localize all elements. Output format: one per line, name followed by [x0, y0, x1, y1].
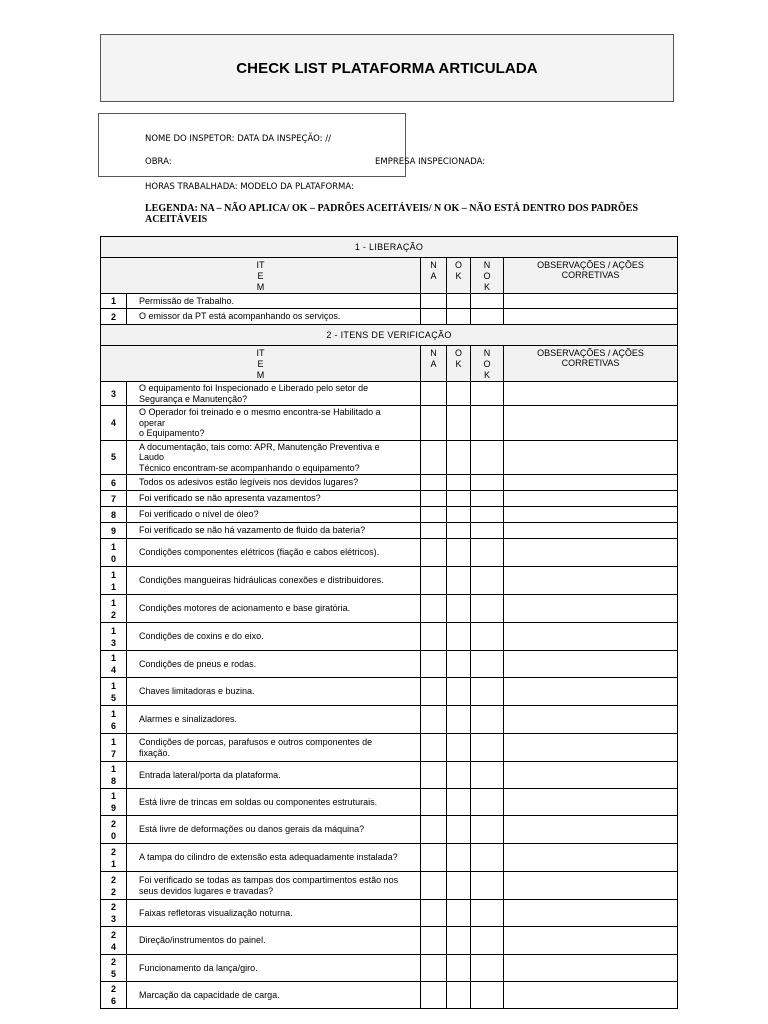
nok-column-header: N O K — [471, 346, 504, 382]
nok-checkbox-cell[interactable] — [471, 927, 504, 955]
nok-checkbox-cell[interactable] — [471, 623, 504, 651]
ok-checkbox-cell[interactable] — [447, 623, 471, 651]
nok-checkbox-cell[interactable] — [471, 523, 504, 539]
observations-cell[interactable] — [504, 734, 678, 762]
ok-checkbox-cell[interactable] — [447, 955, 471, 982]
ok-checkbox-cell[interactable] — [447, 706, 471, 734]
observations-cell[interactable] — [504, 294, 678, 309]
nok-checkbox-cell[interactable] — [471, 507, 504, 523]
ok-checkbox-cell[interactable] — [447, 539, 471, 567]
ok-checkbox-cell[interactable] — [447, 734, 471, 762]
observations-cell[interactable] — [504, 678, 678, 706]
observations-cell[interactable] — [504, 567, 678, 595]
column-header-row — [101, 346, 678, 382]
checklist-row — [101, 678, 678, 706]
observations-cell[interactable] — [504, 406, 678, 441]
ok-checkbox-cell[interactable] — [447, 523, 471, 539]
na-column-header: N A — [421, 258, 447, 294]
item-number: 9 — [101, 523, 127, 539]
ok-checkbox-cell[interactable] — [447, 678, 471, 706]
item-number: 2 — [101, 309, 127, 325]
item-number: 2 0 — [101, 816, 127, 844]
checklist-row — [101, 491, 678, 507]
nok-checkbox-cell[interactable] — [471, 475, 504, 491]
na-checkbox-cell[interactable] — [421, 475, 447, 491]
na-checkbox-cell[interactable] — [421, 927, 447, 955]
nok-checkbox-cell[interactable] — [471, 678, 504, 706]
na-checkbox-cell[interactable] — [421, 900, 447, 927]
na-checkbox-cell[interactable] — [421, 309, 447, 325]
nok-checkbox-cell[interactable] — [471, 706, 504, 734]
checklist-row — [101, 789, 678, 816]
item-number: 1 — [101, 294, 127, 309]
na-checkbox-cell[interactable] — [421, 816, 447, 844]
item-column-header: IT E M — [101, 258, 421, 294]
item-number: 3 — [101, 382, 127, 406]
item-number: 2 1 — [101, 844, 127, 872]
na-column-header: N A — [421, 346, 447, 382]
ok-checkbox-cell[interactable] — [447, 491, 471, 507]
obra-label: OBRA: — [145, 157, 172, 167]
na-checkbox-cell[interactable] — [421, 872, 447, 900]
observations-cell[interactable] — [504, 706, 678, 734]
checklist-row — [101, 309, 678, 325]
ok-checkbox-cell[interactable] — [447, 789, 471, 816]
item-number: 5 — [101, 440, 127, 475]
item-description: Foi verificado o nível de óleo? — [127, 507, 421, 523]
item-description: Marcação da capacidade de carga. — [127, 982, 421, 1009]
ok-checkbox-cell[interactable] — [447, 844, 471, 872]
nok-checkbox-cell[interactable] — [471, 539, 504, 567]
observations-column-header: OBSERVAÇÕES / AÇÕES CORRETIVAS — [504, 258, 678, 294]
item-number: 4 — [101, 406, 127, 441]
checklist-row — [101, 382, 678, 406]
observations-cell[interactable] — [504, 475, 678, 491]
checklist-row — [101, 900, 678, 927]
item-number: 2 6 — [101, 982, 127, 1009]
ok-checkbox-cell[interactable] — [447, 982, 471, 1009]
na-checkbox-cell[interactable] — [421, 789, 447, 816]
checklist-row — [101, 872, 678, 900]
section-header-row — [101, 325, 678, 346]
section-header-row — [101, 237, 678, 258]
na-checkbox-cell[interactable] — [421, 623, 447, 651]
nok-checkbox-cell[interactable] — [471, 872, 504, 900]
checklist-row — [101, 623, 678, 651]
observations-cell[interactable] — [504, 440, 678, 475]
observations-cell[interactable] — [504, 927, 678, 955]
observations-cell[interactable] — [504, 900, 678, 927]
observations-cell[interactable] — [504, 309, 678, 325]
item-description: Condições de pneus e rodas. — [127, 651, 421, 678]
item-description: Todos os adesivos estão legíveis nos devidos lugares? — [127, 475, 421, 491]
section-title: 1 - LIBERAÇÃO — [101, 237, 678, 258]
na-checkbox-cell[interactable] — [421, 678, 447, 706]
item-description: Condições componentes elétricos (fiação e cabos elétricos). — [127, 539, 421, 567]
ok-column-header: O K — [447, 258, 471, 294]
ok-checkbox-cell[interactable] — [447, 567, 471, 595]
nok-checkbox-cell[interactable] — [471, 567, 504, 595]
na-checkbox-cell[interactable] — [421, 507, 447, 523]
hours-model-line: HORAS TRABALHADA: MODELO DA PLATAFORMA: — [145, 182, 354, 192]
item-description: Permissão de Trabalho. — [127, 294, 421, 309]
section-title: 2 - ITENS DE VERIFICAÇÃO — [101, 325, 678, 346]
observations-cell[interactable] — [504, 491, 678, 507]
ok-column-header: O K — [447, 346, 471, 382]
page-title: CHECK LIST PLATAFORMA ARTICULADA — [100, 34, 674, 102]
checklist-row — [101, 294, 678, 309]
item-description: Foi verificado se todas as tampas dos compartimentos estão nos seus devidos lugares e travadas? — [127, 872, 421, 900]
na-checkbox-cell[interactable] — [421, 706, 447, 734]
observations-cell[interactable] — [504, 651, 678, 678]
na-checkbox-cell[interactable] — [421, 595, 447, 623]
item-description: Foi verificado se não há vazamento de fluido da bateria? — [127, 523, 421, 539]
na-checkbox-cell[interactable] — [421, 406, 447, 441]
nok-checkbox-cell[interactable] — [471, 595, 504, 623]
observations-cell[interactable] — [504, 789, 678, 816]
item-description: Condições de coxins e do eixo. — [127, 623, 421, 651]
na-checkbox-cell[interactable] — [421, 982, 447, 1009]
item-description: A tampa do cilindro de extensão esta adequadamente instalada? — [127, 844, 421, 872]
na-checkbox-cell[interactable] — [421, 294, 447, 309]
na-checkbox-cell[interactable] — [421, 844, 447, 872]
observations-cell[interactable] — [504, 955, 678, 982]
ok-checkbox-cell[interactable] — [447, 309, 471, 325]
observations-column-header: OBSERVAÇÕES / AÇÕES CORRETIVAS — [504, 346, 678, 382]
checklist-row — [101, 595, 678, 623]
column-header-row — [101, 258, 678, 294]
na-checkbox-cell[interactable] — [421, 762, 447, 789]
item-number: 1 6 — [101, 706, 127, 734]
item-description: Entrada lateral/porta da plataforma. — [127, 762, 421, 789]
na-checkbox-cell[interactable] — [421, 523, 447, 539]
item-number: 2 5 — [101, 955, 127, 982]
nok-checkbox-cell[interactable] — [471, 982, 504, 1009]
nok-checkbox-cell[interactable] — [471, 440, 504, 475]
item-number: 2 2 — [101, 872, 127, 900]
item-description: Condições mangueiras hidráulicas conexões e distribuidores. — [127, 567, 421, 595]
checklist-row — [101, 651, 678, 678]
empresa-inspecionada-label: EMPRESA INSPECIONADA: — [375, 157, 486, 167]
ok-checkbox-cell[interactable] — [447, 872, 471, 900]
item-description: Faixas refletoras visualização noturna. — [127, 900, 421, 927]
item-number: 1 1 — [101, 567, 127, 595]
item-description: Está livre de trincas em soldas ou componentes estruturais. — [127, 789, 421, 816]
na-checkbox-cell[interactable] — [421, 539, 447, 567]
observations-cell[interactable] — [504, 382, 678, 406]
checklist-row — [101, 507, 678, 523]
na-checkbox-cell[interactable] — [421, 491, 447, 507]
item-description: A documentação, tais como: APR, Manutenção Preventiva e Laudo Técnico encontram-se acompanhando o equipamento? — [127, 440, 421, 475]
ok-checkbox-cell[interactable] — [447, 651, 471, 678]
nok-checkbox-cell[interactable] — [471, 294, 504, 309]
checklist-row — [101, 567, 678, 595]
ok-checkbox-cell[interactable] — [447, 927, 471, 955]
observations-cell[interactable] — [504, 844, 678, 872]
item-description: Condições motores de acionamento e base giratória. — [127, 595, 421, 623]
item-description: O equipamento foi Inspecionado e Liberado pelo setor de Segurança e Manutenção? — [127, 382, 421, 406]
legend: LEGENDA: NA – NÃO APLICA/ OK – PADRÕES ACEITÁVEIS/ N OK – NÃO ESTÁ DENTRO DOS PADRÕES ACEITÁVEIS — [145, 203, 639, 225]
ok-checkbox-cell[interactable] — [447, 816, 471, 844]
item-number: 1 5 — [101, 678, 127, 706]
item-description: Foi verificado se não apresenta vazamentos? — [127, 491, 421, 507]
item-number: 6 — [101, 475, 127, 491]
checklist-row — [101, 844, 678, 872]
nok-checkbox-cell[interactable] — [471, 816, 504, 844]
item-number: 1 2 — [101, 595, 127, 623]
observations-cell[interactable] — [504, 595, 678, 623]
item-number: 2 3 — [101, 900, 127, 927]
nok-checkbox-cell[interactable] — [471, 309, 504, 325]
item-description: Alarmes e sinalizadores. — [127, 706, 421, 734]
nok-checkbox-cell[interactable] — [471, 955, 504, 982]
na-checkbox-cell[interactable] — [421, 440, 447, 475]
checklist-row — [101, 955, 678, 982]
checklist-row — [101, 762, 678, 789]
na-checkbox-cell[interactable] — [421, 651, 447, 678]
nok-checkbox-cell[interactable] — [471, 382, 504, 406]
checklist-row — [101, 539, 678, 567]
item-number: 1 0 — [101, 539, 127, 567]
ok-checkbox-cell[interactable] — [447, 595, 471, 623]
observations-cell[interactable] — [504, 762, 678, 789]
nok-checkbox-cell[interactable] — [471, 406, 504, 441]
na-checkbox-cell[interactable] — [421, 955, 447, 982]
item-column-header: IT E M — [101, 346, 421, 382]
item-description: Direção/instrumentos do painel. — [127, 927, 421, 955]
ok-checkbox-cell[interactable] — [447, 762, 471, 789]
nok-checkbox-cell[interactable] — [471, 844, 504, 872]
observations-cell[interactable] — [504, 872, 678, 900]
item-number: 1 3 — [101, 623, 127, 651]
item-description: O emissor da PT está acompanhando os serviços. — [127, 309, 421, 325]
item-description: Condições de porcas, parafusos e outros componentes de fixação. — [127, 734, 421, 762]
nok-checkbox-cell[interactable] — [471, 651, 504, 678]
checklist-row — [101, 406, 678, 441]
ok-checkbox-cell[interactable] — [447, 900, 471, 927]
nok-column-header: N O K — [471, 258, 504, 294]
checklist-row — [101, 440, 678, 475]
item-description: Funcionamento da lança/giro. — [127, 955, 421, 982]
ok-checkbox-cell[interactable] — [447, 294, 471, 309]
na-checkbox-cell[interactable] — [421, 382, 447, 406]
observations-cell[interactable] — [504, 507, 678, 523]
item-number: 1 8 — [101, 762, 127, 789]
checklist-row — [101, 706, 678, 734]
checklist-row — [101, 927, 678, 955]
na-checkbox-cell[interactable] — [421, 567, 447, 595]
checklist-row — [101, 982, 678, 1009]
ok-checkbox-cell[interactable] — [447, 475, 471, 491]
nok-checkbox-cell[interactable] — [471, 491, 504, 507]
item-number: 2 4 — [101, 927, 127, 955]
ok-checkbox-cell[interactable] — [447, 382, 471, 406]
ok-checkbox-cell[interactable] — [447, 406, 471, 441]
nok-checkbox-cell[interactable] — [471, 762, 504, 789]
observations-cell[interactable] — [504, 623, 678, 651]
item-number: 1 4 — [101, 651, 127, 678]
item-description: Está livre de deformações ou danos gerais da máquina? — [127, 816, 421, 844]
item-number: 7 — [101, 491, 127, 507]
item-number: 1 7 — [101, 734, 127, 762]
na-checkbox-cell[interactable] — [421, 734, 447, 762]
checklist-row — [101, 475, 678, 491]
checklist-row — [101, 734, 678, 762]
observations-cell[interactable] — [504, 539, 678, 567]
nok-checkbox-cell[interactable] — [471, 789, 504, 816]
ok-checkbox-cell[interactable] — [447, 507, 471, 523]
observations-cell[interactable] — [504, 816, 678, 844]
inspector-date-line: NOME DO INSPETOR: DATA DA INSPEÇÃO: // — [145, 134, 331, 144]
item-description: O Operador foi treinado e o mesmo encontra-se Habilitado a operar o Equipamento? — [127, 406, 421, 441]
observations-cell[interactable] — [504, 523, 678, 539]
checklist-row — [101, 816, 678, 844]
checklist-row — [101, 523, 678, 539]
nok-checkbox-cell[interactable] — [471, 900, 504, 927]
item-number: 8 — [101, 507, 127, 523]
nok-checkbox-cell[interactable] — [471, 734, 504, 762]
observations-cell[interactable] — [504, 982, 678, 1009]
inspection-info-box — [98, 113, 406, 177]
checklist-table — [100, 236, 678, 1009]
item-number: 1 9 — [101, 789, 127, 816]
item-description: Chaves limitadoras e buzina. — [127, 678, 421, 706]
ok-checkbox-cell[interactable] — [447, 440, 471, 475]
